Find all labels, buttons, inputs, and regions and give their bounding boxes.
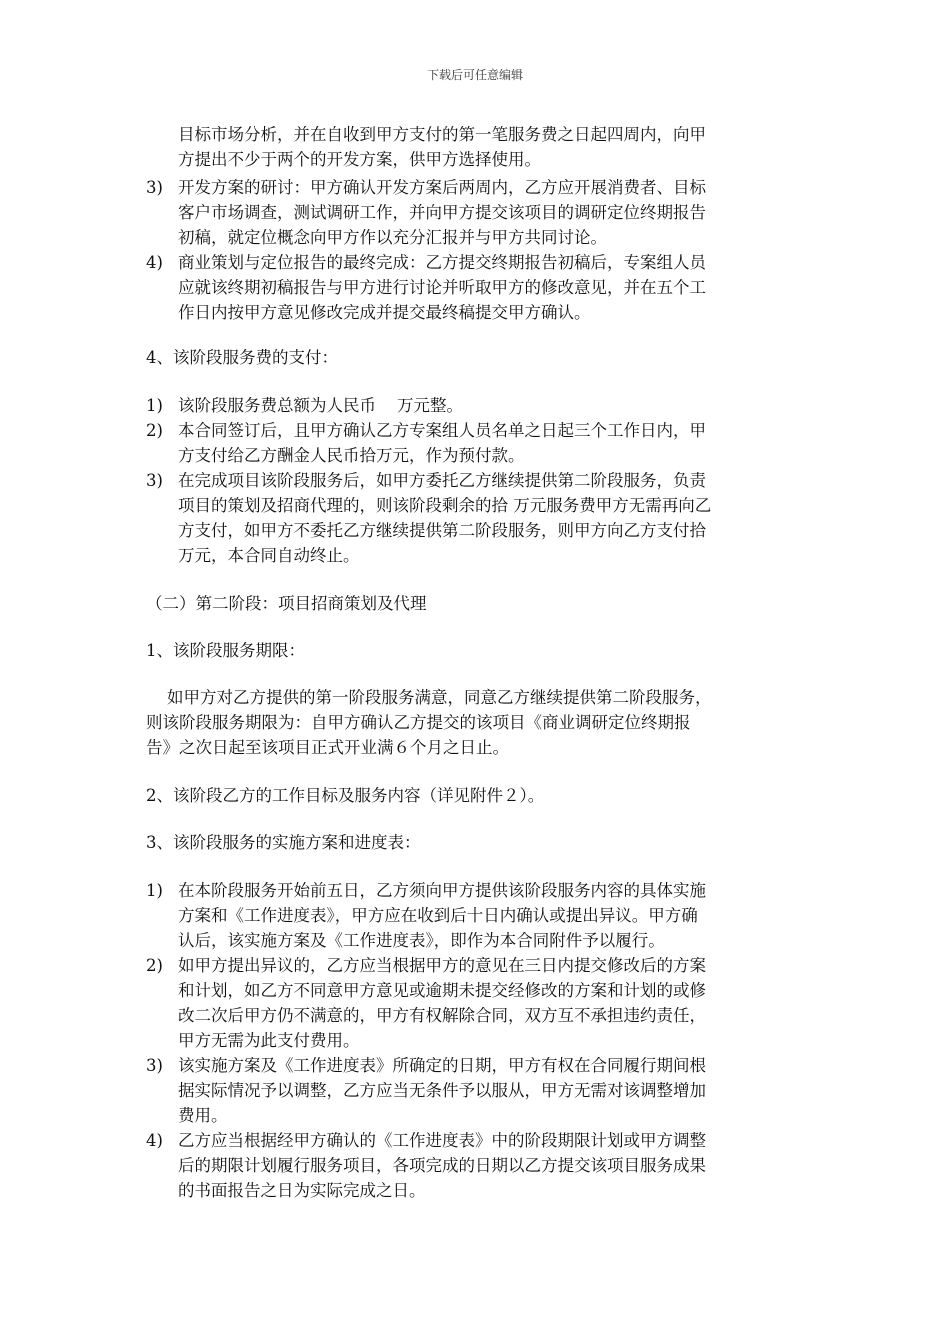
text-line: 费用。 <box>178 1106 228 1125</box>
text-line: 该阶段服务费总额为人民币 万元整。 <box>178 396 463 415</box>
section-heading: 4、该阶段服务费的支付： <box>146 348 338 367</box>
text-line: 初稿，就定位概念向甲方作以充分汇报并与甲方共同讨论。 <box>178 228 607 247</box>
list-number: 3) <box>146 1056 163 1075</box>
text-line: 方提出不少于两个的开发方案，供甲方选择使用。 <box>178 150 541 169</box>
text-line: 乙方应当根据经甲方确认的《工作进度表》中的阶段期限计划或甲方调整 <box>178 1131 706 1150</box>
text-line: 的书面报告之日为实际完成之日。 <box>178 1181 426 1200</box>
text-line: 如甲方对乙方提供的第一阶段服务满意，同意乙方继续提供第二阶段服务， <box>146 688 712 707</box>
text-line: 目标市场分析，并在自收到甲方支付的第一笔服务费之日起四周内，向甲 <box>178 125 706 144</box>
list-number: 3) <box>146 471 163 490</box>
text-line: 本合同签订后，且甲方确认乙方专案组人员名单之日起三个工作日内，甲 <box>178 421 706 440</box>
text-line: 后的期限计划履行服务项目，各项完成的日期以乙方提交该项目服务成果 <box>178 1156 706 1175</box>
section-heading: 1、该阶段服务期限： <box>146 641 305 660</box>
text-line: 在本阶段服务开始前五日，乙方须向甲方提供该阶段服务内容的具体实施 <box>178 881 706 900</box>
text-line: 商业策划与定位报告的最终完成：乙方提交终期报告初稿后，专案组人员 <box>178 253 706 272</box>
list-number: 4) <box>146 253 163 272</box>
text-line: 如甲方提出异议的，乙方应当根据甲方的意见在三日内提交修改后的方案 <box>178 956 706 975</box>
text-line: 方案和《工作进度表》，甲方应在收到后十日内确认或提出异议。甲方确 <box>178 906 698 925</box>
text-line: 应就该终期初稿报告与甲方进行讨论并听取甲方的修改意见，并在五个工 <box>178 278 706 297</box>
text-line: 项目的策划及招商代理的，则该阶段剩余的拾 万元服务费甲方无需再向乙 <box>178 496 712 515</box>
list-number: 1) <box>146 881 163 900</box>
list-number: 2) <box>146 956 163 975</box>
page-header: 下载后可任意编辑 <box>426 68 523 82</box>
list-number: 3) <box>146 178 163 197</box>
text-line: 认后，该实施方案及《工作进度表》，即作为本合同附件予以履行。 <box>178 931 665 950</box>
list-number: 4) <box>146 1131 163 1150</box>
section-heading: 2、该阶段乙方的工作目标及服务内容（详见附件２）。 <box>146 786 545 805</box>
text-line: 客户市场调查，测试调研工作，并向甲方提交该项目的调研定位终期报告 <box>178 203 706 222</box>
text-line: 则该阶段服务期限为：自甲方确认乙方提交的该项目《商业调研定位终期报 <box>146 713 691 732</box>
text-line: 甲方无需为此支付费用。 <box>178 1031 360 1050</box>
text-line: 改二次后甲方仍不满意的，甲方有权解除合同，双方互不承担违约责任， <box>178 1006 706 1025</box>
text-line: 据实际情况予以调整，乙方应当无条件予以服从，甲方无需对该调整增加 <box>178 1081 706 1100</box>
text-line: 和计划，如乙方不同意甲方意见或逾期未提交经修改的方案和计划的或修 <box>178 981 706 1000</box>
list-number: 2) <box>146 421 163 440</box>
text-line: 作日内按甲方意见修改完成并提交最终稿提交甲方确认。 <box>178 303 591 322</box>
text-line: 在完成项目该阶段服务后，如甲方委托乙方继续提供第二阶段服务，负责 <box>178 471 706 490</box>
text-line: 该实施方案及《工作进度表》所确定的日期，甲方有权在合同履行期间根 <box>178 1056 706 1075</box>
list-number: 1) <box>146 396 163 415</box>
text-line: 方支付，如甲方不委托乙方继续提供第二阶段服务，则甲方向乙方支付拾 <box>178 521 712 540</box>
text-line: 告》之次日起至该项目正式开业满６个月之日止。 <box>146 738 509 757</box>
section-heading: 3、该阶段服务的实施方案和进度表： <box>146 833 421 852</box>
text-line: 开发方案的研讨：甲方确认开发方案后两周内，乙方应开展消费者、目标 <box>178 178 706 197</box>
text-line: 万元，本合同自动终止。 <box>178 546 360 565</box>
section-heading: （二）第二阶段：项目招商策划及代理 <box>146 594 427 613</box>
text-line: 方支付给乙方酬金人民币拾万元，作为预付款。 <box>178 446 525 465</box>
